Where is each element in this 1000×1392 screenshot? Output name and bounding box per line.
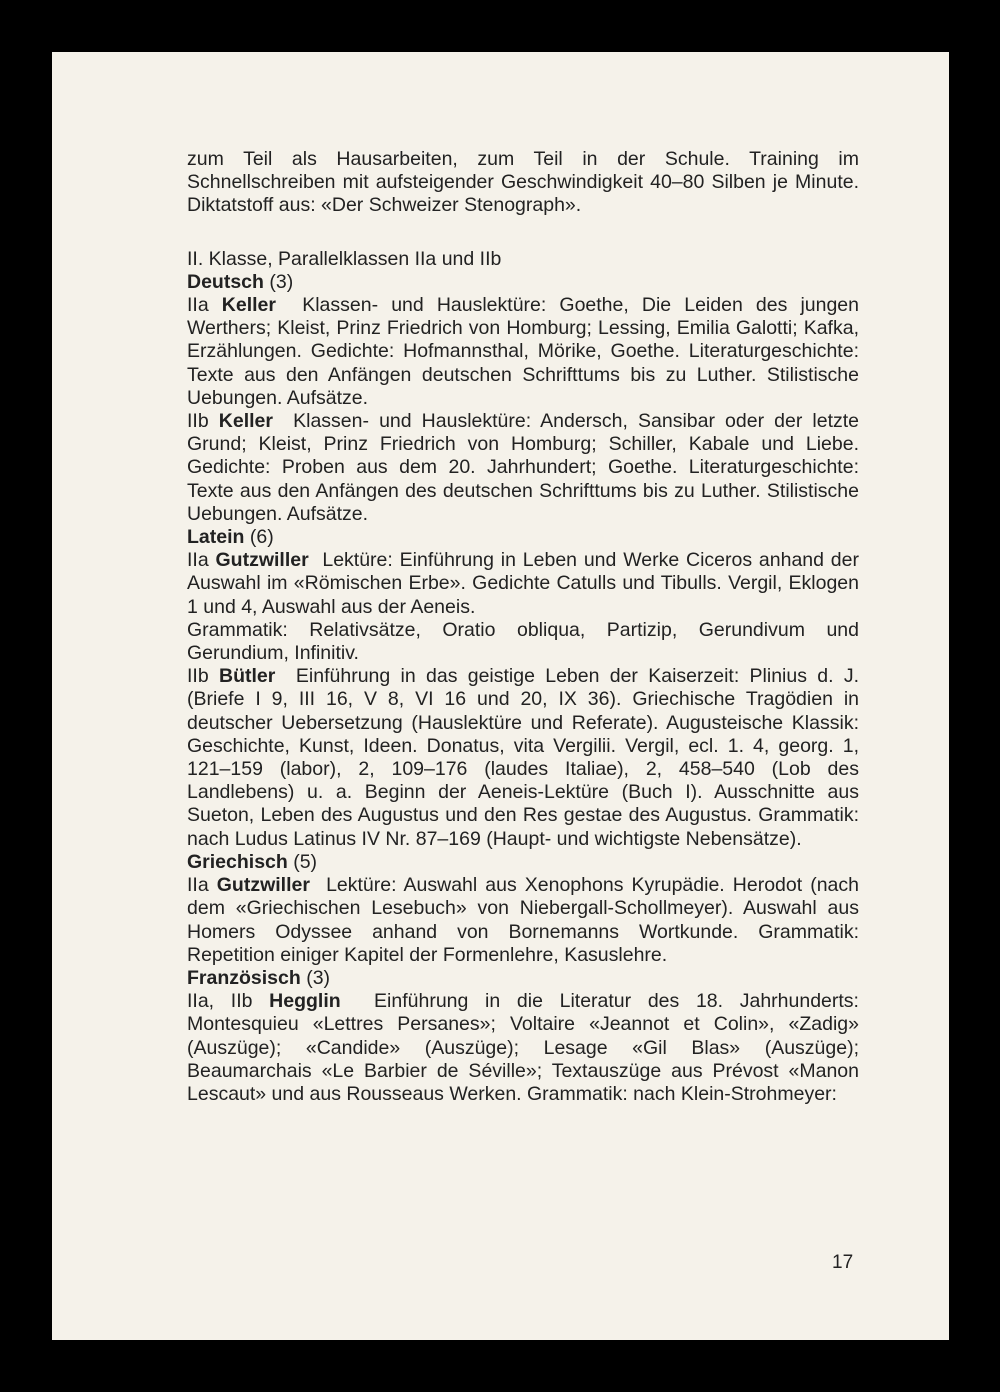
- entry-text: Klassen- und Hauslektüre: Goethe, Die Leiden des jungen Werthers; Kleist, Prinz Friedrich von Homburg; Lessing, Emilia Galotti; Kafka, Erzählungen. Gedichte: Hofmannsthal, Mörike, Goethe. Literaturgeschichte: Texte aus den Anfängen deutschen Schrifttums bis zu Luther. Stilistische Uebungen. Aufsätze.: [187, 294, 860, 409]
- section-title: Französisch: [187, 966, 301, 989]
- class-code: IIa, IIb: [187, 990, 253, 1013]
- entry-text: Einführung in die Literatur des 18. Jahrhunderts: Montesquieu «Lettres Persanes»; Voltaire «Jeannot et Colin», «Zadig» (Auszüge); «Candide» (Auszüge); Lesage «Gil Blas» (Auszüge); Beaumarchais «Le Barbier de Séville»; Textauszüge aus Prévost «Manon Lescaut» und aus Rousseaus Werken. Grammatik: nach Klein-Strohmeyer:: [187, 990, 859, 1105]
- entry-paragraph: [187, 549, 859, 619]
- section-heading-latein: [187, 526, 859, 549]
- document-page: [52, 52, 949, 1340]
- teacher-name: Keller: [218, 410, 273, 433]
- entry-text: Lektüre: Auswahl aus Xenophons Kyrupädie. Herodot (nach dem «Griechischen Lesebuch» von Niebergall-Schollmeyer). Auswahl aus Homers Odyssee anhand von Bornemanns Wortkunde. Grammatik: Repetition einiger Kapitel der Formenlehre, Kasuslehre.: [187, 874, 859, 966]
- teacher-name: Hegglin: [269, 990, 341, 1013]
- section-heading-griechisch: [187, 851, 859, 874]
- class-code: IIb: [187, 410, 209, 433]
- class-code: IIa: [187, 294, 209, 317]
- section-hours: (6): [249, 526, 274, 549]
- class-code: IIb: [187, 665, 209, 688]
- section-title: Latein: [187, 526, 245, 549]
- class-code: IIa: [187, 874, 209, 897]
- page-content: [187, 148, 859, 1106]
- section-heading-franzoesisch: [187, 967, 859, 990]
- entry-paragraph: [187, 294, 859, 410]
- entry-paragraph: [187, 665, 859, 851]
- entry-paragraph: [187, 410, 859, 526]
- class-title: II. Klasse, Parallelklassen IIa und IIb: [187, 247, 502, 270]
- section-hours: (5): [293, 850, 318, 873]
- section-heading-deutsch: [187, 271, 859, 294]
- entry-text: Einführung in das geistige Leben der Kaiserzeit: Plinius d. J. (Briefe I 9, III 16, V 8, VI 16 und 20, IX 36). Griechische Tragödien in deutscher Uebersetzung (Hauslektüre und Referate). Augusteische Klassik: Geschichte, Kunst, Ideen. Donatus, vita Vergilii. Vergil, ecl. 1. 4, georg. 1, 121–159 (labor), 2, 109–176 (laudes Italiae), 2, 458–540 (Lob des Landlebens) u. a. Beginn der Aeneis-Lektüre (Buch I). Ausschnitte aus Sueton, Leben des Augustus und den Res gestae des Augustus. Grammatik: nach Ludus Latinus IV Nr. 87–169 (Haupt- und wichtigste Nebensätze).: [187, 665, 859, 850]
- teacher-name: Bütler: [218, 665, 276, 688]
- class-code: IIa: [187, 549, 209, 572]
- section-title: Deutsch: [187, 270, 264, 293]
- teacher-name: Keller: [221, 294, 276, 317]
- entry-paragraph: Grammatik: Relativsätze, Oratio obliqua, Partizip, Gerundivum und Gerundium, Infinitiv.: [187, 618, 859, 665]
- page-number: 17: [832, 1252, 854, 1273]
- entry-text: Lektüre: Einführung in Leben und Werke Ciceros anhand der Auswahl im «Römischen Erbe». Gedichte Catulls und Tibulls. Vergil, Eklogen 1 und 4, Auswahl aus der Aeneis.: [187, 549, 859, 618]
- entry-paragraph: [187, 874, 859, 967]
- section-title: Griechisch: [187, 850, 288, 873]
- teacher-name: Gutzwiller: [215, 549, 309, 572]
- section-hours: (3): [306, 966, 331, 989]
- intro-paragraph: zum Teil als Hausarbeiten, zum Teil in der Schule. Training im Schnellschreiben mit aufsteigender Geschwindigkeit 40–80 Silben je Minute. Diktatstoff aus: «Der Schweizer Stenograph».: [187, 148, 859, 217]
- teacher-name: Gutzwiller: [216, 874, 310, 897]
- section-hours: (3): [269, 270, 294, 293]
- entry-paragraph: [187, 990, 859, 1106]
- entry-text: Klassen- und Hauslektüre: Andersch, Sansibar oder der letzte Grund; Kleist, Prinz Friedrich von Homburg; Schiller, Kabale und Liebe. Gedichte: Proben aus dem 20. Jahrhundert; Goethe. Literaturgeschichte: Texte aus den Anfängen des deutschen Schrifttums bis zu Luther. Stilistische Uebungen. Aufsätze.: [187, 410, 859, 525]
